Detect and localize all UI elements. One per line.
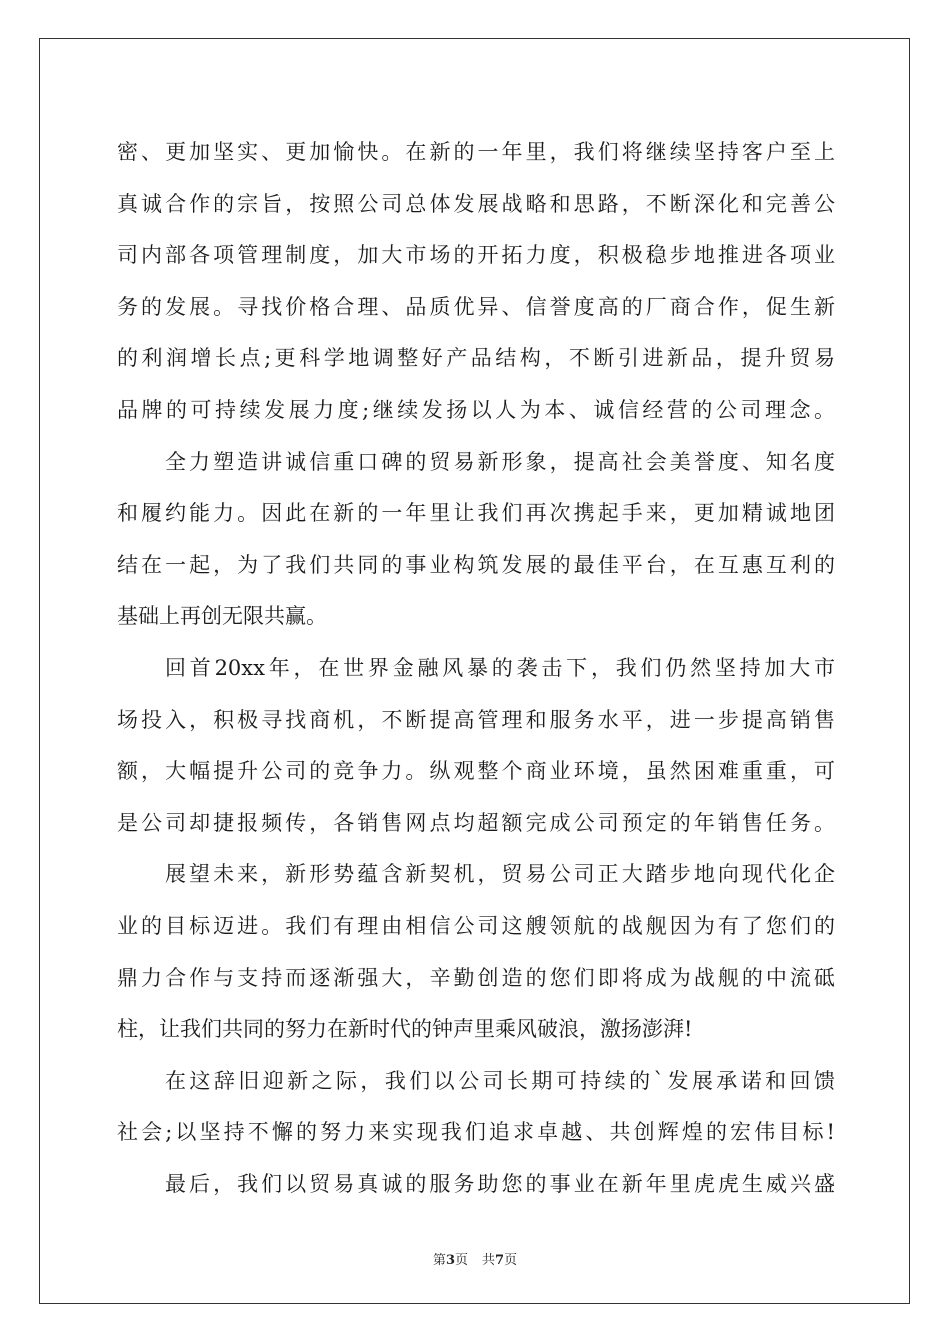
- total-label-suffix: 页: [504, 1253, 518, 1268]
- text-line: 额，大幅提升公司的竞争力。纵观整个商业环境，虽然困难重重，可: [117, 759, 835, 784]
- text-line: 和履约能力。因此在新的一年里让我们再次携起手来，更加精诚地团: [117, 501, 835, 526]
- text-line: 真诚合作的宗旨，按照公司总体发展战略和思路，不断深化和完善公: [117, 191, 835, 216]
- text-line: 在这辞旧迎新之际，我们以公司长期可持续的`发展承诺和回馈: [165, 1068, 835, 1093]
- total-page-count: 7: [495, 1253, 505, 1268]
- text-line: 回首20xx年，在世界金融风暴的袭击下，我们仍然坚持加大市: [165, 655, 835, 680]
- text-line: 结在一起，为了我们共同的事业构筑发展的最佳平台，在互惠互利的: [117, 552, 835, 577]
- text-line: 务的发展。寻找价格合理、品质优异、信誉度高的厂商合作，促生新: [117, 294, 835, 319]
- page-label-prefix: 第: [432, 1253, 446, 1268]
- text-line: 场投入，积极寻找商机，不断提高管理和服务水平，进一步提高销售: [117, 707, 835, 732]
- text-line: 柱，让我们共同的努力在新时代的钟声里乘风破浪，激扬澎湃!: [117, 1017, 693, 1042]
- text-line: 密、更加坚实、更加愉快。在新的一年里，我们将继续坚持客户至上: [117, 140, 835, 164]
- text-line: 全力塑造讲诚信重口碑的贸易新形象，提高社会美誉度、知名度: [165, 449, 835, 474]
- total-label-prefix: 共: [482, 1253, 496, 1268]
- text-line: 业的目标迈进。我们有理由相信公司这艘领航的战舰因为有了您们的: [117, 913, 835, 938]
- text-line: 司内部各项管理制度，加大市场的开拓力度，积极稳步地推进各项业: [117, 243, 835, 268]
- text-line: 展望未来，新形势蕴含新契机，贸易公司正大踏步地向现代化企: [165, 862, 835, 887]
- text-line: 鼎力合作与支持而逐渐强大，辛勤创造的您们即将成为战舰的中流砥: [117, 965, 835, 990]
- text-line: 基础上再创无限共赢。: [117, 604, 327, 629]
- document-body: [117, 127, 835, 1210]
- current-page-number: 3: [445, 1253, 455, 1268]
- page-footer: [0, 1249, 950, 1268]
- page-label-suffix: 页: [454, 1253, 468, 1268]
- text-line: 的利润增长点;更科学地调整好产品结构，不断引进新品，提升贸易: [117, 346, 835, 371]
- text-line: 是公司却捷报频传，各销售网点均超额完成公司预定的年销售任务。: [117, 810, 835, 835]
- text-line: 最后，我们以贸易真诚的服务助您的事业在新年里虎虎生威兴盛: [165, 1171, 835, 1196]
- text-line: 社会;以坚持不懈的努力来实现我们追求卓越、共创辉煌的宏伟目标!: [117, 1120, 835, 1145]
- text-line: 品牌的可持续发展力度;继续发扬以人为本、诚信经营的公司理念。: [117, 397, 835, 422]
